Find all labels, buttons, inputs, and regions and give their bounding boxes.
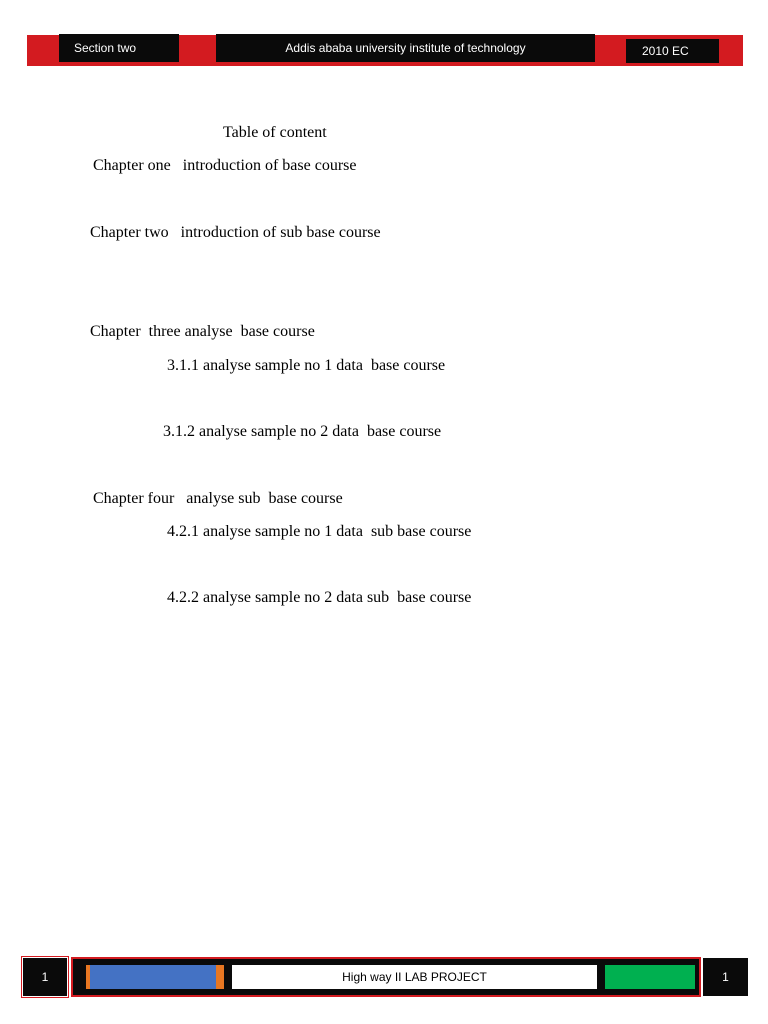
footer-project-title: High way II LAB PROJECT [232,965,597,989]
header-institution-title: Addis ababa university institute of technology [216,34,595,62]
toc-heading: Table of content [223,124,327,141]
footer-blue-block [90,965,216,989]
footer-band [71,957,701,997]
toc-entry-chapter-four: Chapter four analyse sub base course [93,490,343,507]
footer-page-number-right: 1 [703,958,748,996]
footer-orange-block [86,965,224,989]
header-year: 2010 EC [626,39,719,63]
toc-entry-4-2-2: 4.2.2 analyse sample no 2 data sub base course [167,589,472,606]
toc-entry-3-1-1: 3.1.1 analyse sample no 1 data base course [167,357,446,374]
footer-page-number-left: 1 [23,958,67,996]
toc-entry-chapter-one: Chapter one introduction of base course [93,157,357,174]
toc-entry-chapter-three: Chapter three analyse base course [90,323,315,340]
header-section-label: Section two [59,34,179,62]
footer-green-block [605,965,695,989]
toc-entry-4-2-1: 4.2.1 analyse sample no 1 data sub base course [167,523,472,540]
toc-entry-chapter-two: Chapter two introduction of sub base course [90,224,381,241]
toc-entry-3-1-2: 3.1.2 analyse sample no 2 data base course [163,423,442,440]
